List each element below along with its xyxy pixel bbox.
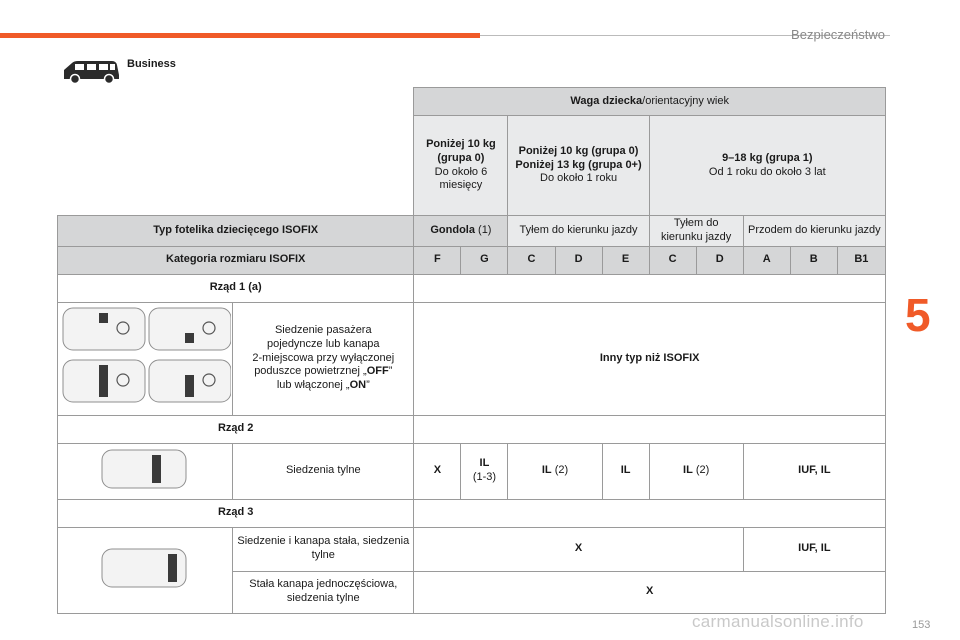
row-1-title: Rząd 1 (a)	[58, 274, 414, 302]
size-label: Kategoria rozmiaru ISOFIX	[58, 246, 414, 274]
row-1-value: Inny typ niż ISOFIX	[414, 302, 886, 415]
size-cell: D	[696, 246, 743, 274]
size-cell: D	[555, 246, 602, 274]
van-icon	[60, 58, 122, 84]
chapter-number: 5	[905, 289, 931, 341]
row-2-value: IL (1-3)	[461, 443, 508, 499]
row-1-seat-description: Siedzenie pasażera pojedyncze lub kanapa 2-miejscowa przy wyłączonej poduszce powietrznej „OFF” lub włączonej „ON”	[233, 302, 414, 415]
size-cell: E	[602, 246, 649, 274]
size-cell: C	[649, 246, 696, 274]
isofix-table	[57, 87, 886, 614]
row-2-seat-description: Siedzenia tylne	[233, 443, 414, 499]
size-cell: B	[790, 246, 837, 274]
section-title: Bezpieczeństwo	[791, 27, 885, 42]
row-2-value: X	[414, 443, 461, 499]
size-cell: B1	[837, 246, 885, 274]
row-1-title-filler	[414, 274, 886, 302]
type-rear-1: Tyłem do kierunku jazdy	[508, 216, 649, 247]
size-cell: A	[743, 246, 790, 274]
size-cell: G	[461, 246, 508, 274]
size-cell: F	[414, 246, 461, 274]
version-label: Business	[127, 58, 176, 70]
car-top-view-icon	[61, 304, 231, 408]
row-2-value: IL (2)	[508, 443, 602, 499]
row-2-title-filler	[414, 415, 886, 443]
empty-corner	[58, 88, 414, 216]
group-0plus-cell: Poniżej 10 kg (grupa 0) Poniżej 13 kg (grupa 0+) Do około 1 roku	[508, 116, 649, 216]
watermark: carmanualsonline.info	[692, 612, 864, 631]
row-3-title-filler	[414, 499, 886, 527]
car-top-view-icon	[100, 448, 190, 490]
group-1-cell: 9–18 kg (grupa 1) Od 1 roku do około 3 lat	[649, 116, 885, 216]
row-1-seat-diagram	[58, 302, 233, 415]
row-3-value: X	[414, 571, 886, 613]
type-rear-2: Tyłem do kierunku jazdy	[649, 216, 743, 247]
page-number: 153	[912, 619, 931, 631]
type-forward: Przodem do kierunku jazdy	[743, 216, 885, 247]
row-2-value: IL	[602, 443, 649, 499]
car-top-view-icon	[100, 547, 190, 589]
size-cell: C	[508, 246, 555, 274]
accent-bar	[0, 33, 480, 38]
row-2-value: IL (2)	[649, 443, 743, 499]
row-2-title: Rząd 2	[58, 415, 414, 443]
row-3-seat-description: Siedzenie i kanapa stała, siedzenia tylne	[233, 527, 414, 571]
row-3-title: Rząd 3	[58, 499, 414, 527]
type-gondola: Gondola (1)	[414, 216, 508, 247]
group-0-cell: Poniżej 10 kg (grupa 0) Do około 6 miesięcy	[414, 116, 508, 216]
row-2-seat-diagram	[58, 443, 233, 499]
row-3-seat-description: Stała kanapa jednoczęściowa, siedzenia tylne	[233, 571, 414, 613]
type-label: Typ fotelika dziecięcego ISOFIX	[58, 216, 414, 247]
weight-header: Waga dziecka/orientacyjny wiek	[414, 88, 886, 116]
row-3-seat-diagram	[58, 527, 233, 613]
row-2-value: IUF, IL	[743, 443, 885, 499]
row-3-value: X	[414, 527, 743, 571]
row-3-value: IUF, IL	[743, 527, 885, 571]
